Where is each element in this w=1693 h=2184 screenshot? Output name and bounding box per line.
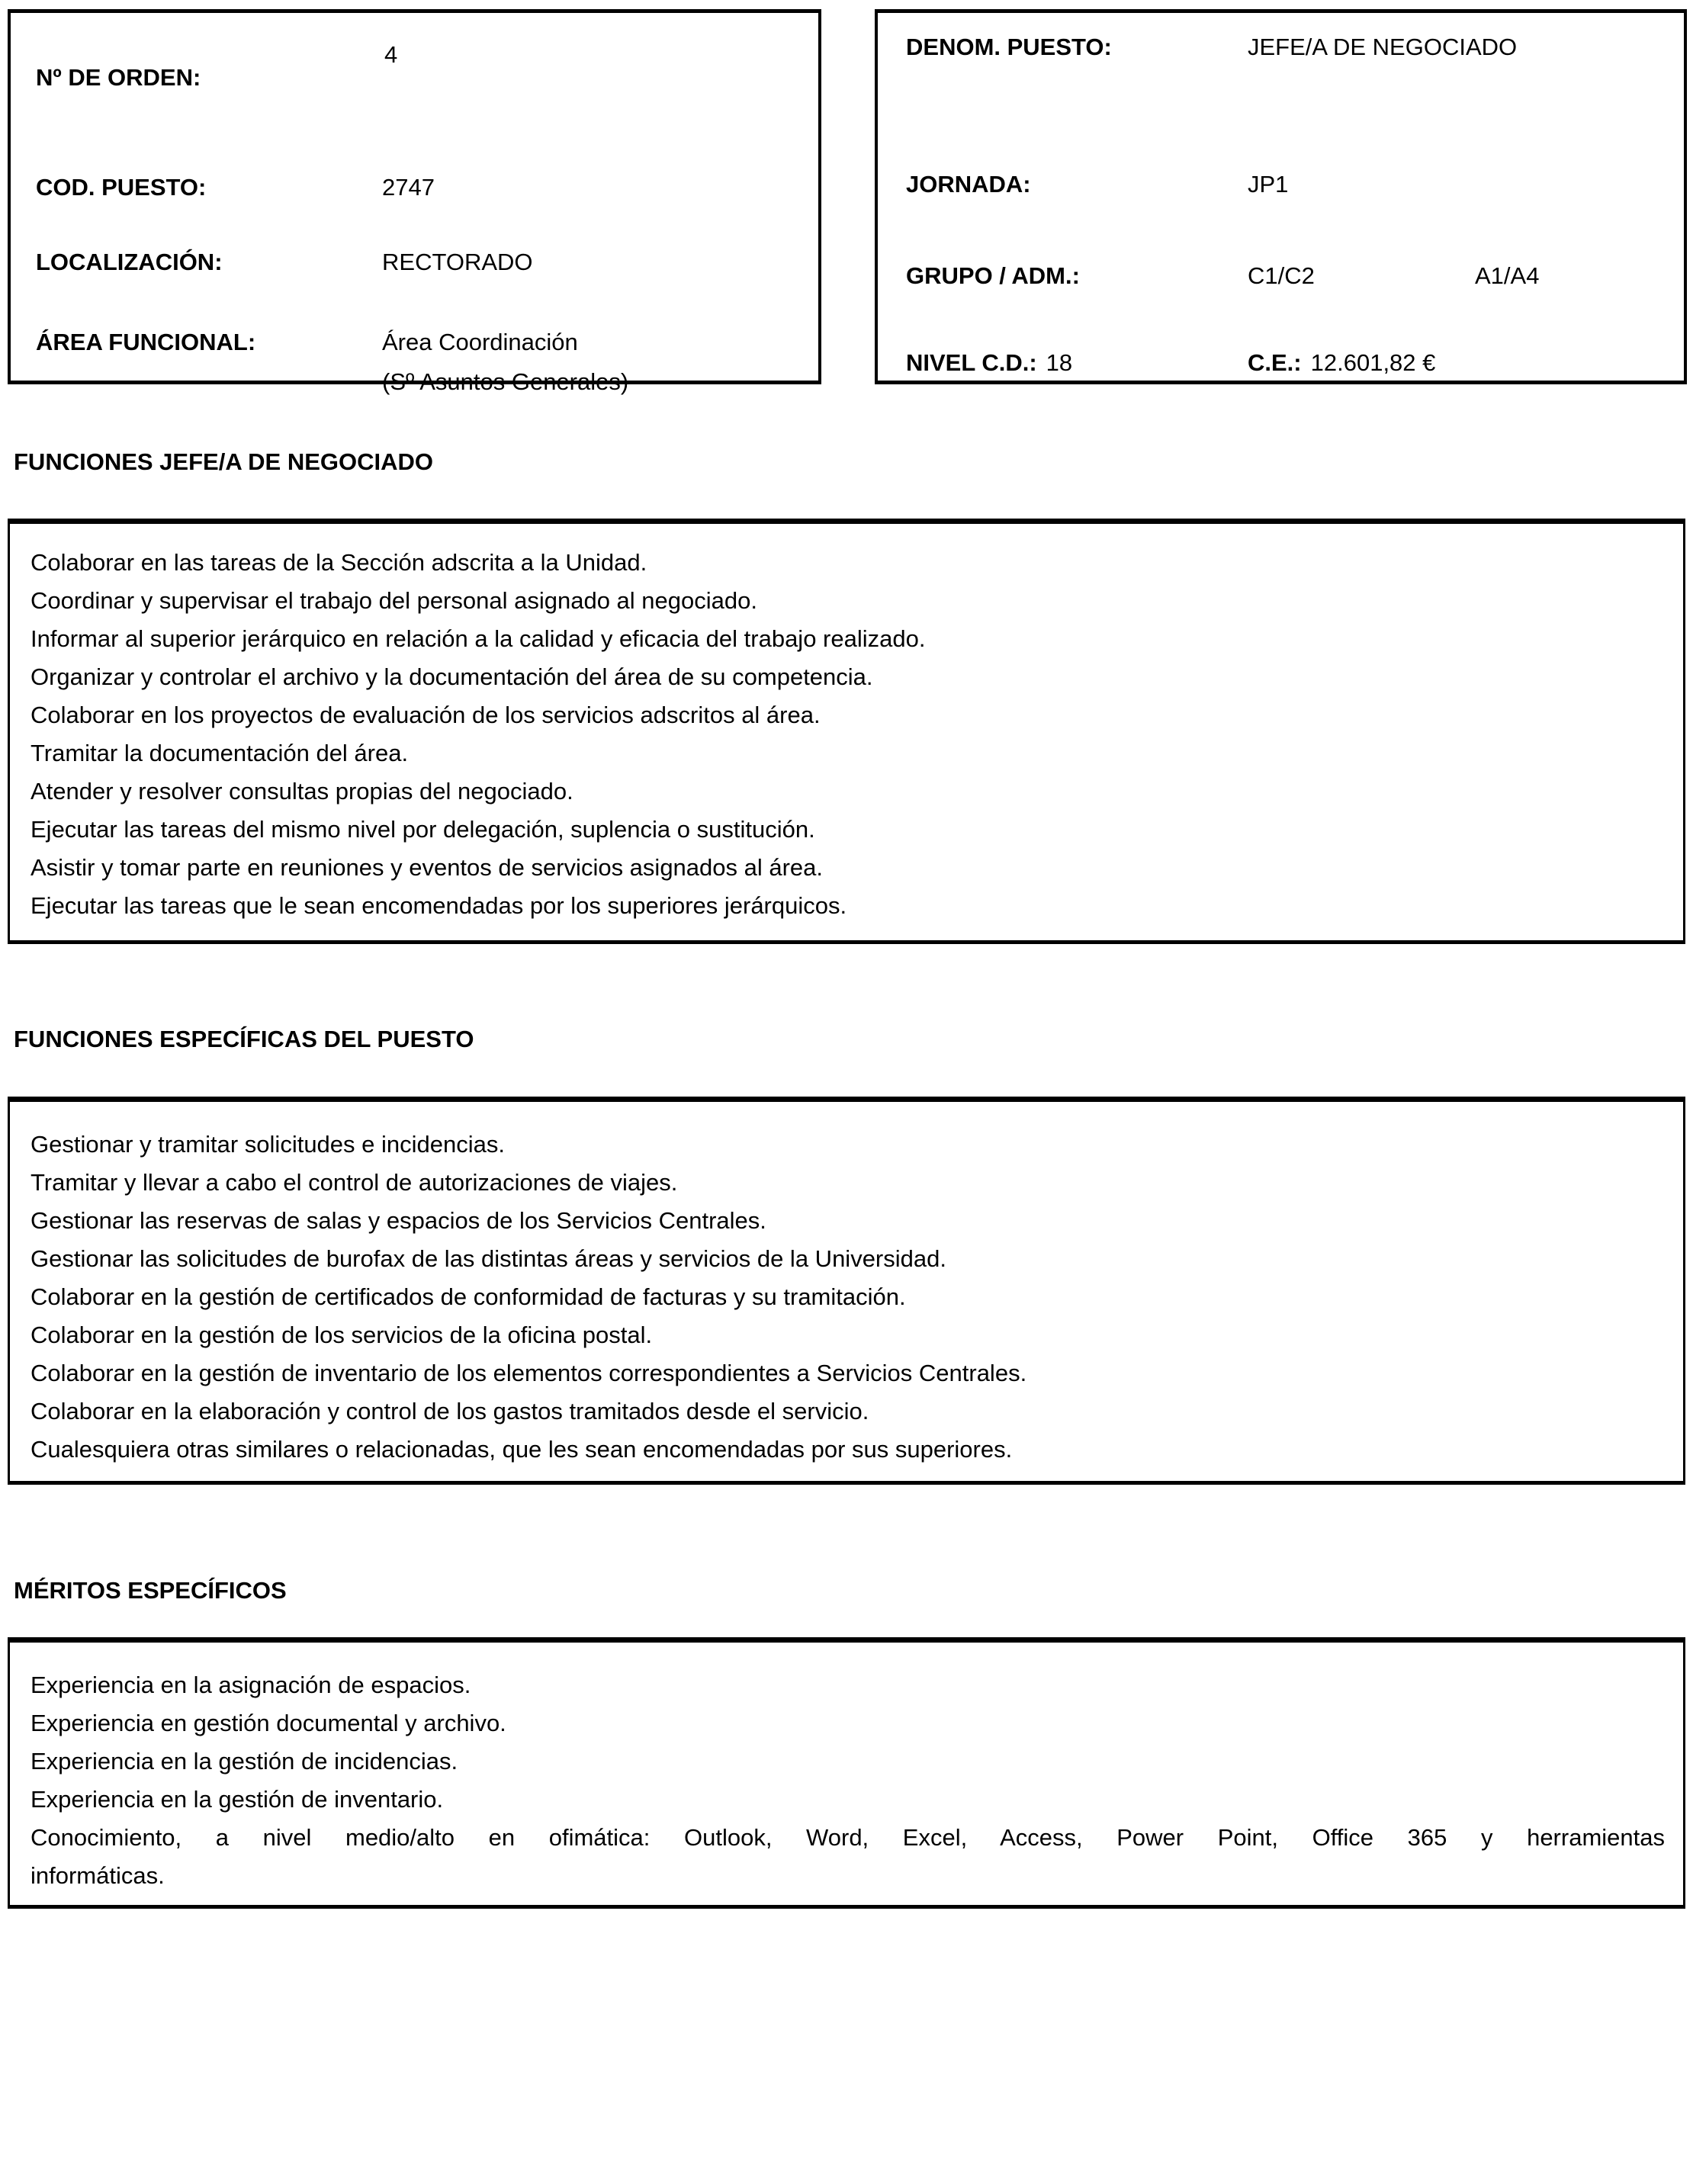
function-item: Colaborar en las tareas de la Sección adscrita a la Unidad.	[31, 549, 647, 576]
position-info-box	[875, 9, 1687, 384]
merit-item: Experiencia en la gestión de incidencias.	[31, 1748, 458, 1774]
functional-area-value: Área Coordinación	[382, 329, 578, 355]
position-code-label: COD. PUESTO:	[36, 174, 207, 201]
function-item: Asistir y tomar parte en reuniones y eventos de servicios asignados al área.	[31, 854, 824, 881]
denomination-label: DENOM. PUESTO:	[906, 34, 1112, 60]
position-code-value: 2747	[382, 174, 435, 201]
group-adm-value: C1/C2	[1248, 262, 1315, 289]
specific-function-item: Colaborar en la gestión de inventario de los elementos correspondientes a Servicios Centrales.	[31, 1360, 1027, 1386]
specific-functions-box	[8, 1097, 1685, 1485]
ce-row	[1248, 348, 1435, 377]
level-cd-row	[906, 348, 1072, 377]
function-item: Ejecutar las tareas que le sean encomendadas por los superiores jerárquicos.	[31, 892, 847, 919]
specific-function-item: Colaborar en la gestión de los servicios de la oficina postal.	[31, 1322, 653, 1348]
function-item: Atender y resolver consultas propias del negociado.	[31, 778, 573, 805]
merit-item: Experiencia en la asignación de espacios.	[31, 1672, 471, 1698]
section-heading-funciones-especificas: FUNCIONES ESPECÍFICAS DEL PUESTO	[14, 1026, 474, 1052]
ce-label: C.E.:	[1248, 349, 1302, 376]
merit-item-justified-line1: Conocimiento, a nivel medio/alto en ofimática: Outlook, Word, Excel, Access, Power Point, Office 365 y herramientas	[31, 1824, 1665, 1851]
schedule-value: JP1	[1248, 171, 1289, 198]
specific-function-item: Gestionar las solicitudes de burofax de las distintas áreas y servicios de la Universidad.	[31, 1245, 946, 1272]
schedule-label: JORNADA:	[906, 171, 1031, 198]
specific-function-item: Cualesquiera otras similares o relacionadas, que les sean encomendadas por sus superiores.	[31, 1436, 1013, 1463]
group-adm-value2: A1/A4	[1475, 262, 1540, 289]
level-cd-value: 18	[1046, 349, 1073, 376]
merit-item: Experiencia en gestión documental y archivo.	[31, 1710, 506, 1736]
specific-function-item: Gestionar las reservas de salas y espacios de los Servicios Centrales.	[31, 1207, 766, 1234]
order-info-box	[8, 9, 821, 395]
functional-area-label: ÁREA FUNCIONAL:	[36, 329, 256, 355]
location-value: RECTORADO	[382, 249, 533, 275]
specific-function-item: Tramitar y llevar a cabo el control de autorizaciones de viajes.	[31, 1169, 678, 1196]
order-number-value: 4	[384, 41, 398, 68]
merits-box	[8, 1637, 1685, 1909]
level-cd-label: NIVEL C.D.:	[906, 349, 1037, 376]
function-item: Tramitar la documentación del área.	[31, 740, 409, 766]
location-label: LOCALIZACIÓN:	[36, 249, 223, 275]
ce-value: 12.601,82 €	[1310, 349, 1436, 376]
section-heading-funciones: FUNCIONES JEFE/A DE NEGOCIADO	[14, 448, 434, 475]
order-number-label: Nº DE ORDEN:	[36, 64, 201, 91]
denomination-value: JEFE/A DE NEGOCIADO	[1248, 34, 1518, 60]
specific-function-item: Gestionar y tramitar solicitudes e incidencias.	[31, 1131, 505, 1158]
specific-function-item: Colaborar en la gestión de certificados de conformidad de facturas y su tramitación.	[31, 1283, 906, 1310]
specific-function-item: Colaborar en la elaboración y control de los gastos tramitados desde el servicio.	[31, 1398, 869, 1424]
function-item: Coordinar y supervisar el trabajo del personal asignado al negociado.	[31, 587, 757, 614]
section-heading-meritos: MÉRITOS ESPECÍFICOS	[14, 1577, 287, 1604]
function-item: Colaborar en los proyectos de evaluación de los servicios adscritos al área.	[31, 702, 821, 728]
functional-area-value-line2: (Sº Asuntos Generales)	[382, 368, 629, 395]
functions-box	[8, 519, 1685, 944]
function-item: Informar al superior jerárquico en relación a la calidad y eficacia del trabajo realizado.	[31, 625, 926, 652]
merit-item: Experiencia en la gestión de inventario.	[31, 1786, 444, 1813]
function-item: Ejecutar las tareas del mismo nivel por delegación, suplencia o sustitución.	[31, 816, 815, 843]
function-item: Organizar y controlar el archivo y la documentación del área de su competencia.	[31, 663, 873, 690]
merit-item-justified-line2: informáticas.	[31, 1862, 165, 1889]
group-adm-label: GRUPO / ADM.:	[906, 262, 1080, 289]
